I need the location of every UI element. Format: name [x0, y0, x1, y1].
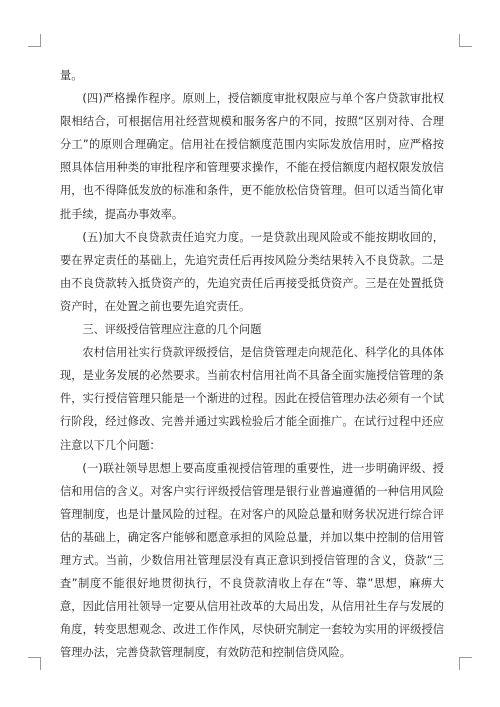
crop-mark-bottom-right — [459, 657, 472, 670]
paragraph-rating-credit-intro: 农村信用社实行贷款评级授信，是信贷管理走向规范化、科学化的具体体现，是业务发展的必然要求。当前农村信用社尚不具备全面实施授信管理的条件，实行授信管理只能是一个渐进的过程。因此在授信管理办法必须有一个试行阶段，经过修改、完善并通过实践检验后才能全面推广。在试行过程中还应注意以下几个问题： — [60, 346, 444, 452]
paragraph-continuation: 量。 — [60, 69, 83, 82]
crop-mark-top-left — [28, 34, 41, 47]
paragraph-leadership-attention: (一)联社领导思想上要高度重视授信管理的重要性，进一步明确评级、授信和用信的含义。对客户实行评级授信管理是银行业普遍遵循的一种信用风险管理制度，也是计量风险的过程。在对客户的风险总量和财务状况进行综合评估的基础上，确定客户能够和愿意承担的风险总量，并加以集中控制的信用管理方式。当前，少数信用社管理层没有真正意识到授信管理的含义，贷款“三査”制度不能很好地贯彻执行，不良贷款清收上存在“等、靠”思想，麻痹大意，因此信用社领导一定要从信用社改革的大局出发，从信用社生存与发展的角度，转变思想观念、改进工作作风，尽快研究制定一套较为实用的评级授信管理办法，完善贷款管理制度，有效防范和控制信贷风险。 — [60, 461, 444, 660]
paragraph-strict-procedure: (四)严格操作程序。原则上，授信额度审批权限应与单个客户贷款审批权限相结合，可根据信用社经营规模和服务客户的不同，按照“区别对待、合理分工”的原则合理确定。信用社在授信额度范围内实际发放信用时，应严格按照具体信用种类的审批程序和管理要求操作，不能在授信额度内超权限发放信用，也不得降低发放的标准和条件，更不能放松信贷管理。但可以适当简化审批手续，提高办事效率。 — [60, 92, 444, 221]
paragraph-bad-loan-accountability: (五)加大不良贷款责任追究力度。一是贷款出现风险或不能按期收回的，要在界定责任的基础上，先追究责任后再按风险分类结果转入不良贷款。二是由不良贷款转入抵贷资产的，先追究责任后再接受抵贷资产。三是在处置抵贷资产时，在处置之前也要先追究责任。 — [60, 230, 444, 313]
crop-mark-top-right — [459, 34, 472, 47]
crop-mark-bottom-left — [28, 657, 41, 670]
document-body — [60, 64, 444, 664]
section-heading: 三、评级授信管理应注意的几个问题 — [82, 323, 262, 337]
